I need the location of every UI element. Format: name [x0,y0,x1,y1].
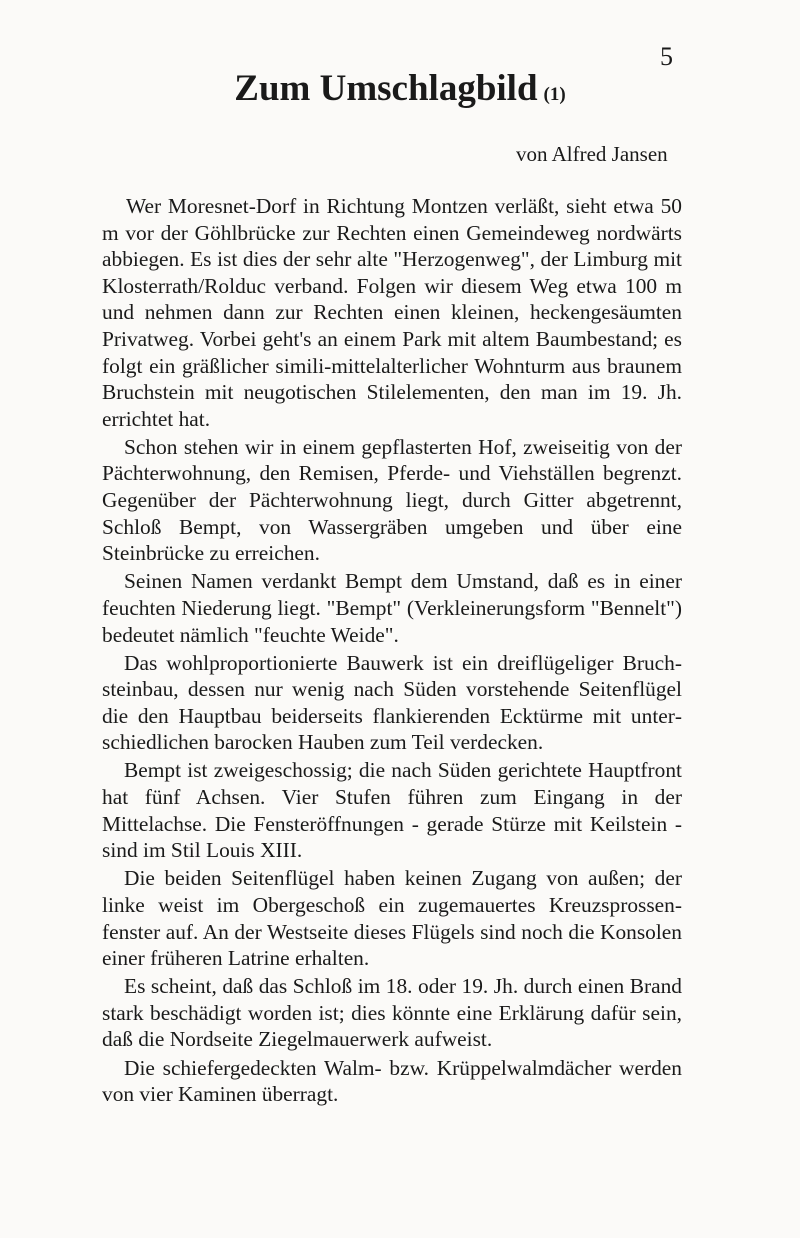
page-number: 5 [660,42,673,71]
paragraph: Die beiden Seitenflügel haben keinen Zugang von außen; der linke weist im Obergeschoß ein zugemauertes Kreuzsprossenfenster auf. An der Westseite dieses Flügels sind noch die Konsolen einer früheren Latrine erhalten. [102,866,682,971]
title-text: Zum Umschlagbild [234,68,538,109]
page-title [0,66,800,118]
paragraph: Die schiefergedeckten Walm- bzw. Krüppelwalmdächer werden von vier Kaminen überragt. [102,1055,682,1107]
paragraph: Wer Moresnet-Dorf in Richtung Montzen verläßt, sieht etwa 50 m vor der Göhlbrücke zur Rechten einen Gemeindeweg nordwärts abbiegen. Es ist dies der sehr alte "Herzogenweg", der Limburg mit Klosterrath/Rolduc verband. Folgen wir diesem Weg etwa 100 m und nehmen dann zur Rechten einen kleinen, heckengesäumten Privatweg. Vorbei geht's an einem Park mit altem Baumbestand; es folgt ein gräßlicher simili-mittelalterlicher Wohnturm aus braunem Bruchstein mit neugotischen Stilelementen, den man im 19. Jh. errichtet hat. [102,194,682,431]
article-body [102,193,682,1109]
paragraph: Bempt ist zweigeschossig; die nach Süden gerichtete Hauptfront hat fünf Achsen. Vier Stufen führen zum Eingang in der Mittelachse. Die Fensteröffnungen - gerade Stürze mit Keilstein - sind im Stil Louis XIII. [102,758,682,863]
paragraph: Schon stehen wir in einem gepflasterten Hof, zweiseitig von der Pächterwohnung, den Remisen, Pferde- und Viehställen begrenzt. Gegenüber der Pächterwohnung liegt, durch Gitter abgetrennt, Schloß Bempt, von Wassergräben umgeben und über eine Steinbrücke zu erreichen. [102,434,682,566]
author-byline: von Alfred Jansen [516,142,668,166]
paragraph: Seinen Namen verdankt Bempt dem Umstand, daß es in einer feuchten Niederung liegt. "Bempt" (Verkleinerungsform "Bennelt") bedeutet nämlich "feuchte Weide". [102,569,682,647]
footnote-reference: (1) [543,84,566,105]
paragraph: Es scheint, daß das Schloß im 18. oder 19. Jh. durch einen Brand stark beschädigt worden ist; dies könnte eine Erklärung dafür sein, daß die Nordseite Ziegelmauerwerk aufweist. [102,974,682,1052]
paragraph: Das wohlproportionierte Bauwerk ist ein dreiflügeliger Bruchsteinbau, dessen nur wenig nach Süden vorstehende Seitenflügel die den Hauptbau beiderseits flankierenden Ecktürme mit unterschiedlichen barocken Hauben zum Teil verdecken. [102,650,682,755]
